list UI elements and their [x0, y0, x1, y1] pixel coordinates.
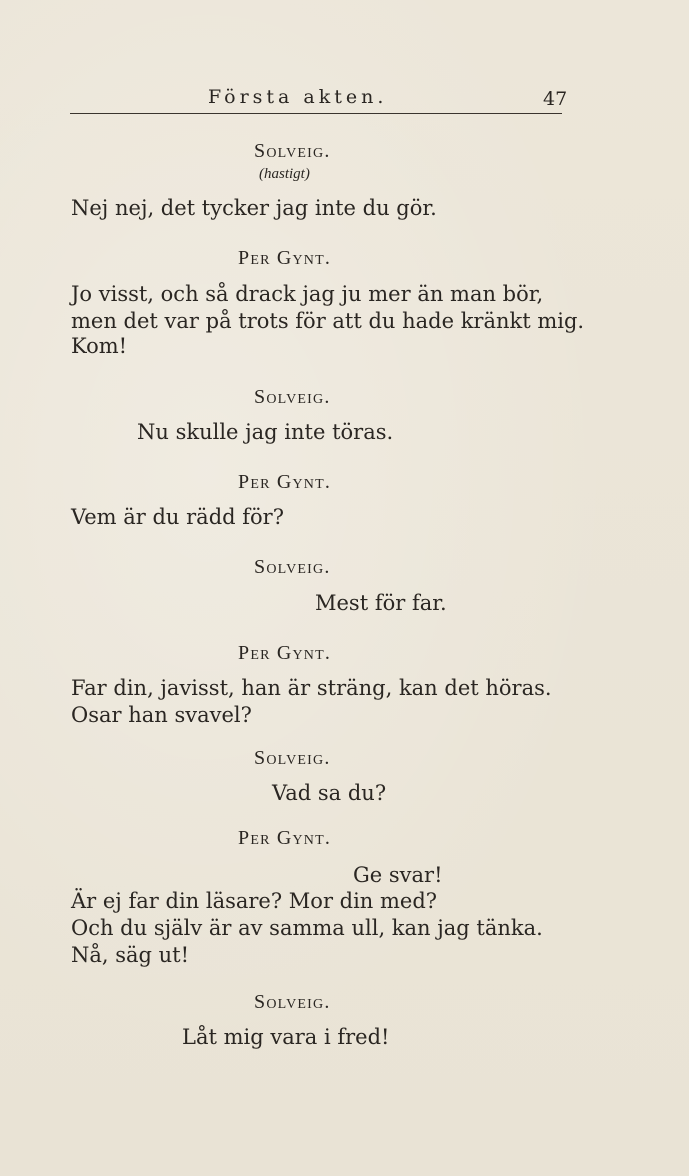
speaker-name: Solveig.: [254, 747, 331, 769]
verse-line: Ge svar!: [353, 863, 443, 887]
verse-line: Är ej far din läsare? Mor din med?: [71, 889, 438, 913]
verse-line: Nu skulle jag inte töras.: [137, 420, 394, 444]
verse-line: Vad sa du?: [272, 781, 387, 805]
verse-line: Nå, säg ut!: [71, 943, 190, 967]
running-head: Första akten.: [208, 86, 388, 108]
verse-line: Jo visst, och så drack jag ju mer än man bör,: [71, 282, 544, 306]
speaker-name: Solveig.: [254, 991, 331, 1013]
verse-line: men det var på trots för att du hade kränkt mig.: [71, 309, 585, 333]
verse-line: Låt mig vara i fred!: [182, 1025, 390, 1049]
speaker-name: Per Gynt.: [238, 642, 332, 664]
verse-line: Och du själv är av samma ull, kan jag tänka.: [71, 916, 543, 940]
speaker-name: Per Gynt.: [238, 247, 332, 269]
speaker-name: Solveig.: [254, 386, 331, 408]
speaker-name: Per Gynt.: [238, 827, 332, 849]
speaker-name: Solveig.: [254, 556, 331, 578]
header-rule: [70, 113, 562, 114]
page-number: 47: [543, 88, 568, 110]
speaker-name: Per Gynt.: [238, 471, 332, 493]
stage-direction: (hastigt): [259, 166, 310, 182]
verse-line: Nej nej, det tycker jag inte du gör.: [71, 196, 437, 220]
verse-line: Vem är du rädd för?: [71, 505, 284, 529]
verse-line: Osar han svavel?: [71, 703, 252, 727]
verse-line: Far din, javisst, han är sträng, kan det höras.: [71, 676, 552, 700]
verse-line: Kom!: [71, 334, 128, 358]
verse-line: Mest för far.: [315, 591, 447, 615]
speaker-name: Solveig.: [254, 140, 331, 162]
